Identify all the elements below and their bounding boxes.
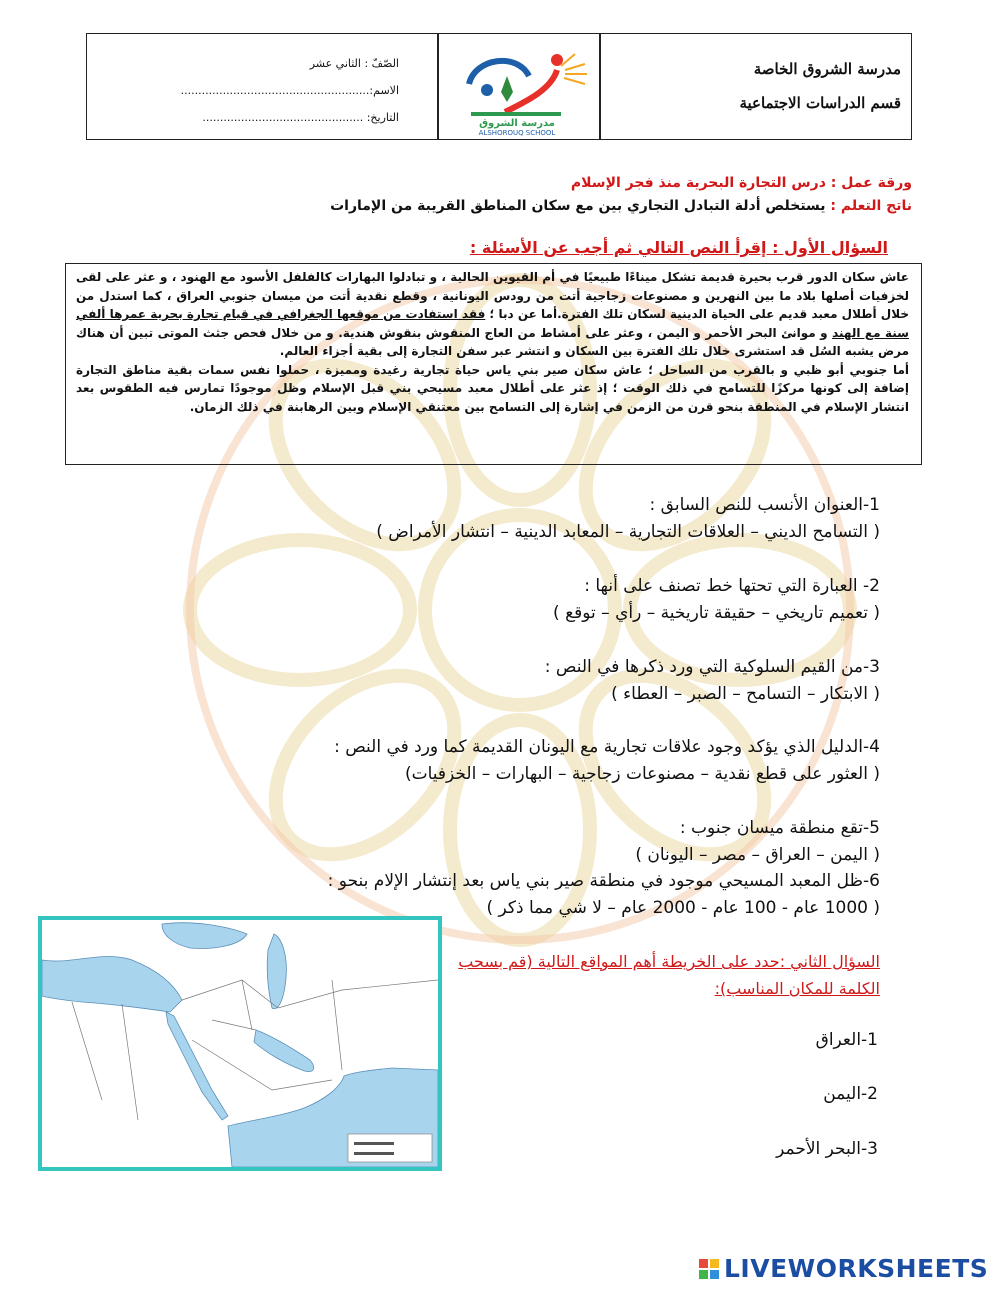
passage-part-1: عاش سكان الدور قرب بحيرة قديمة تشكل ميناءًا طبيعيًا في أم القيوين الحالية ، و تبادلوا البهارات كالفلفل الأسود مع الهنود ، و عثر على لقى لخزفيات أصلها بلاد ما بين النهرين و مصنوعات زجاجية أتت من رودس اليونانية ، وقطع نقدية أتت من ميسان جنوبي العراق ، كما استدل من خلال أطلال معبد قديم على الحياة الدينية لسكان تلك الفترة.أما عن دبا ؛	[76, 270, 909, 321]
question-stem: 5-تقع منطقة ميسان جنوب :	[679, 818, 880, 838]
date-line: التاريخ: ..............................................	[202, 111, 399, 124]
outcome-label: ناتج التعلم :	[830, 198, 912, 214]
map-label-yemen[interactable]: 2-اليمن	[823, 1084, 878, 1104]
question-stem: 6-ظل المعبد المسيحي موجود في منطقة صير بني ياس بعد إنتشار الإلام بنحو :	[327, 871, 880, 891]
question-options[interactable]: ( العثور على قطع نقدية – مصنوعات زجاجية – البهارات – الخزفيات)	[404, 764, 880, 784]
question-options[interactable]: ( 1000 عام - 100 عام - 2000 عام – لا شي مما ذكر )	[486, 898, 880, 918]
passage-text	[76, 268, 909, 416]
school-name: مدرسة الشروق الخاصة	[753, 60, 901, 78]
question-options[interactable]: ( التسامح الديني – العلاقات التجارية – المعابد الدينية – انتشار الأمراض )	[376, 522, 880, 542]
logo-text-ar: مدرسة الشروق	[479, 118, 555, 129]
question-1	[100, 492, 880, 546]
grade-line: الصّفّ : الثاني عشر	[309, 57, 399, 70]
department-name: قسم الدراسات الاجتماعية	[739, 94, 901, 112]
map-drawing	[42, 920, 438, 1167]
passage-part-2: و موانئ البحر الأحمر و اليمن ، وعثر على أمشاط من العاج المنقوش بنقوش هندية. و من خلال فحص جثث الموتى تبين أن هناك مرض يشبه السُل قد استشرى خلال تلك الفترة بين السكان و انتشر عبر سفن التجارة إلى بقية أجزاء العالم.	[76, 325, 909, 358]
header-box	[86, 33, 912, 140]
middle-east-map[interactable]	[38, 916, 442, 1171]
learning-outcome	[112, 195, 912, 218]
logo-text-en: ALSHOROUQ SCHOOL	[478, 129, 556, 136]
school-info	[601, 52, 901, 120]
question-options[interactable]: ( تعميم تاريخي – حقيقة تاريخية – رأي – توقع )	[553, 603, 880, 623]
question-4	[100, 734, 880, 788]
worksheet-title: ورقة عمل : درس التجارة البحرية منذ فجر الإسلام	[570, 175, 912, 191]
question-2	[100, 573, 880, 627]
question-stem: 4-الدليل الذي يؤكد وجود علاقات تجارية مع اليونان القديمة كما ورد في النص :	[334, 737, 880, 757]
question-5	[100, 815, 880, 869]
outcome-text: يستخلص أدلة التبادل التجاري بين مع سكان المناطق القريبة من الإمارات	[330, 198, 831, 214]
liveworksheets-brand: LIVEWORKSHEETS	[724, 1254, 989, 1283]
question-6	[100, 868, 880, 922]
question-stem: 3-من القيم السلوكية التي ورد ذكرها في النص :	[544, 657, 880, 677]
school-logo	[447, 40, 591, 136]
name-line: الاسم:......................................................	[180, 84, 399, 97]
question-stem: 2- العبارة التي تحتها خط تصنف على أنها :	[584, 576, 880, 596]
school-logo-icon	[447, 40, 591, 136]
map-label-iraq[interactable]: 1-العراق	[815, 1030, 878, 1050]
q2-heading: السؤال الثاني :حدد على الخريطة أهم المواقع التالية (قم بسحب الكلمة للمكان المناسب):	[458, 952, 880, 998]
q1-heading: السؤال الأول : إقرأ النص التالي ثم أجب عن الأسئلة :	[469, 238, 888, 257]
question-options[interactable]: ( اليمن – العراق – مصر – اليونان )	[635, 845, 880, 865]
question-3	[100, 654, 880, 708]
passage-box	[65, 263, 922, 465]
worksheet-title-block	[112, 172, 912, 218]
map-label-red-sea[interactable]: 3-البحر الأحمر	[776, 1139, 878, 1159]
student-info	[149, 50, 399, 131]
question-options[interactable]: ( الابتكار – التسامح – الصبر – العطاء )	[611, 684, 880, 704]
passage-paragraph-2: أما جنوبي أبو ظبي و بالقرب من الساحل ؛ عاش سكان صير بني ياس حياة تجارية رغيدة ومميزة ، حملوا نفس سمات بقية مناطق التجارة إضافة إلى كونها مركزًا للتسامح في ذلك الوقت ؛ إذ عثر على أطلال معبد مسيحي بني قبل الإسلام وظل موجودًا تمارس فيه الطقوس بعد انتشار الإسلام في المنطقة بنحو قرن من الزمن في إشارة إلى التسامح بين معتنقي الإسلام وبين الرهابنة في ذلك الزمان.	[76, 362, 909, 414]
underlined-phrase: فقد استفادت من موقعها الجغرافي في قيام تجارة بحرية عمرها ألفي سنة مع الهند	[76, 307, 909, 340]
question-stem: 1-العنوان الأنسب للنص السابق :	[649, 495, 880, 515]
